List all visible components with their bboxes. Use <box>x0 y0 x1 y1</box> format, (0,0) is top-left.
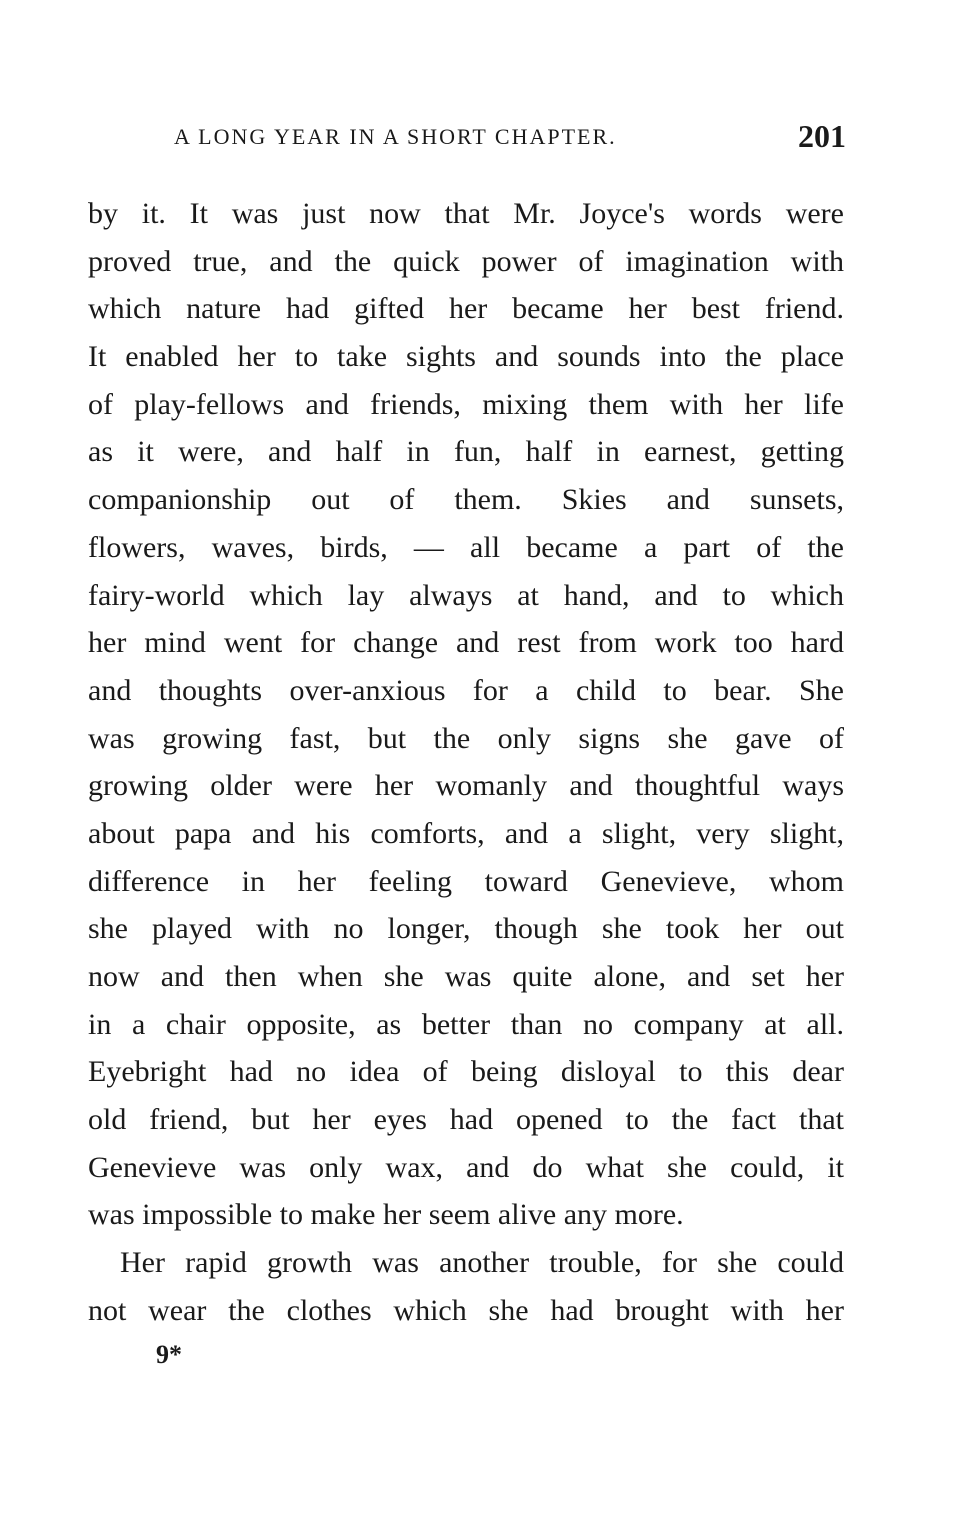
text-line: flowers, waves, birds, — all became a part of the <box>88 530 844 564</box>
text-line: growing older were her womanly and thoughtful ways <box>88 769 844 803</box>
text-line: was growing fast, but the only signs she gave of <box>88 721 844 755</box>
text-line: It enabled her to take sights and sounds into the place <box>88 340 844 374</box>
page-number: 201 <box>798 118 846 154</box>
text-line: and thoughts over-anxious for a child to bear. She <box>88 673 844 707</box>
text-line: Eyebright had no idea of being disloyal to this dear <box>88 1055 844 1089</box>
text-line: which nature had gifted her became her best friend. <box>88 292 844 326</box>
text-line: in a chair opposite, as better than no company at all. <box>88 1007 844 1041</box>
text-line: not wear the clothes which she had brought with her <box>88 1293 844 1327</box>
signature-mark: 9* <box>156 1340 182 1369</box>
running-title: A LONG YEAR IN A SHORT CHAPTER. <box>174 124 617 149</box>
text-line: was impossible to make her seem alive any more. <box>88 1198 684 1232</box>
text-line: companionship out of them. Skies and sunsets, <box>88 483 844 517</box>
text-line: proved true, and the quick power of imagination with <box>88 244 844 278</box>
text-line: old friend, but her eyes had opened to the fact that <box>88 1103 844 1137</box>
running-head <box>174 118 846 154</box>
text-line: of play-fellows and friends, mixing them with her life <box>88 387 844 421</box>
text-line: about papa and his comforts, and a slight, very slight, <box>88 816 844 850</box>
text-line: now and then when she was quite alone, and set her <box>88 960 844 993</box>
text-line: she played with no longer, though she took her out <box>88 912 844 946</box>
text-line: Her rapid growth was another trouble, for she could <box>120 1246 844 1280</box>
text-line: by it. It was just now that Mr. Joyce's words were <box>88 197 844 230</box>
text-line: her mind went for change and rest from work too hard <box>88 626 844 660</box>
text-line: Genevieve was only wax, and do what she could, it <box>88 1150 844 1184</box>
text-line: as it were, and half in fun, half in earnest, getting <box>88 435 844 469</box>
text-line: difference in her feeling toward Genevieve, whom <box>88 864 844 898</box>
text-line: fairy-world which lay always at hand, and to which <box>88 578 844 612</box>
body-text <box>88 190 844 1335</box>
